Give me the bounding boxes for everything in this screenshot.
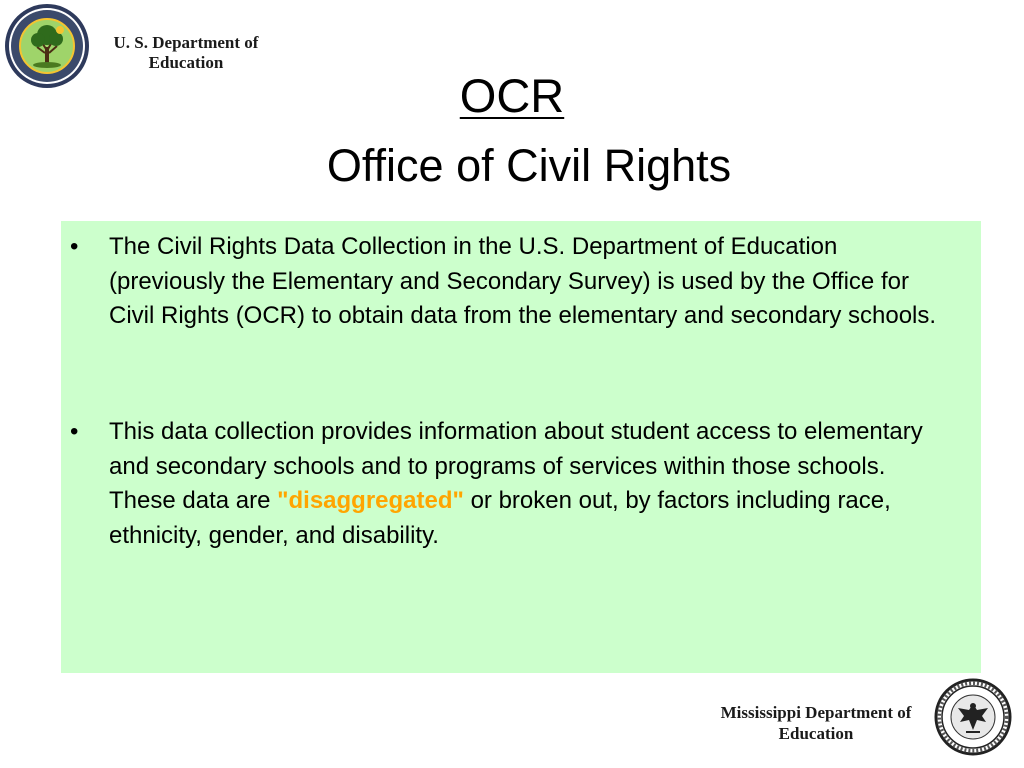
org-name-line-1: Mississippi Department of — [720, 703, 912, 722]
bullet-icon: • — [70, 233, 79, 260]
content-box — [61, 221, 981, 673]
bullet-item — [70, 415, 948, 553]
bullet-text-start: This data collection provides information about student access to elementary and secondary schools and to programs of services within those schools. These data are — [109, 418, 923, 514]
us-department-of-education-name — [96, 33, 276, 73]
slide-title: OCR — [459, 69, 565, 122]
bullet-text — [109, 415, 948, 553]
slide-subtitle: Office of Civil Rights — [326, 140, 732, 191]
mississippi-department-of-education-name — [698, 702, 934, 744]
bullet-text: The Civil Rights Data Collection in the U.S. Department of Education (previously the Elementary and Secondary Survey) is used by the Office for Civil Rights (OCR) to obtain data from the elementary and secondary schools. — [109, 233, 937, 329]
highlighted-term: "disaggregated" — [277, 487, 464, 514]
org-name-line-2: Education — [778, 724, 854, 743]
bullet-icon: • — [70, 418, 79, 445]
bullet-item — [70, 230, 948, 334]
org-name-line-2: Education — [148, 53, 224, 72]
org-name-line-1: U. S. Department of — [113, 33, 259, 52]
bullet-text-end: or broken out, by factors including race, ethnicity, gender, and disability. — [109, 487, 891, 549]
mississippi-state-seal-icon — [934, 678, 1012, 756]
